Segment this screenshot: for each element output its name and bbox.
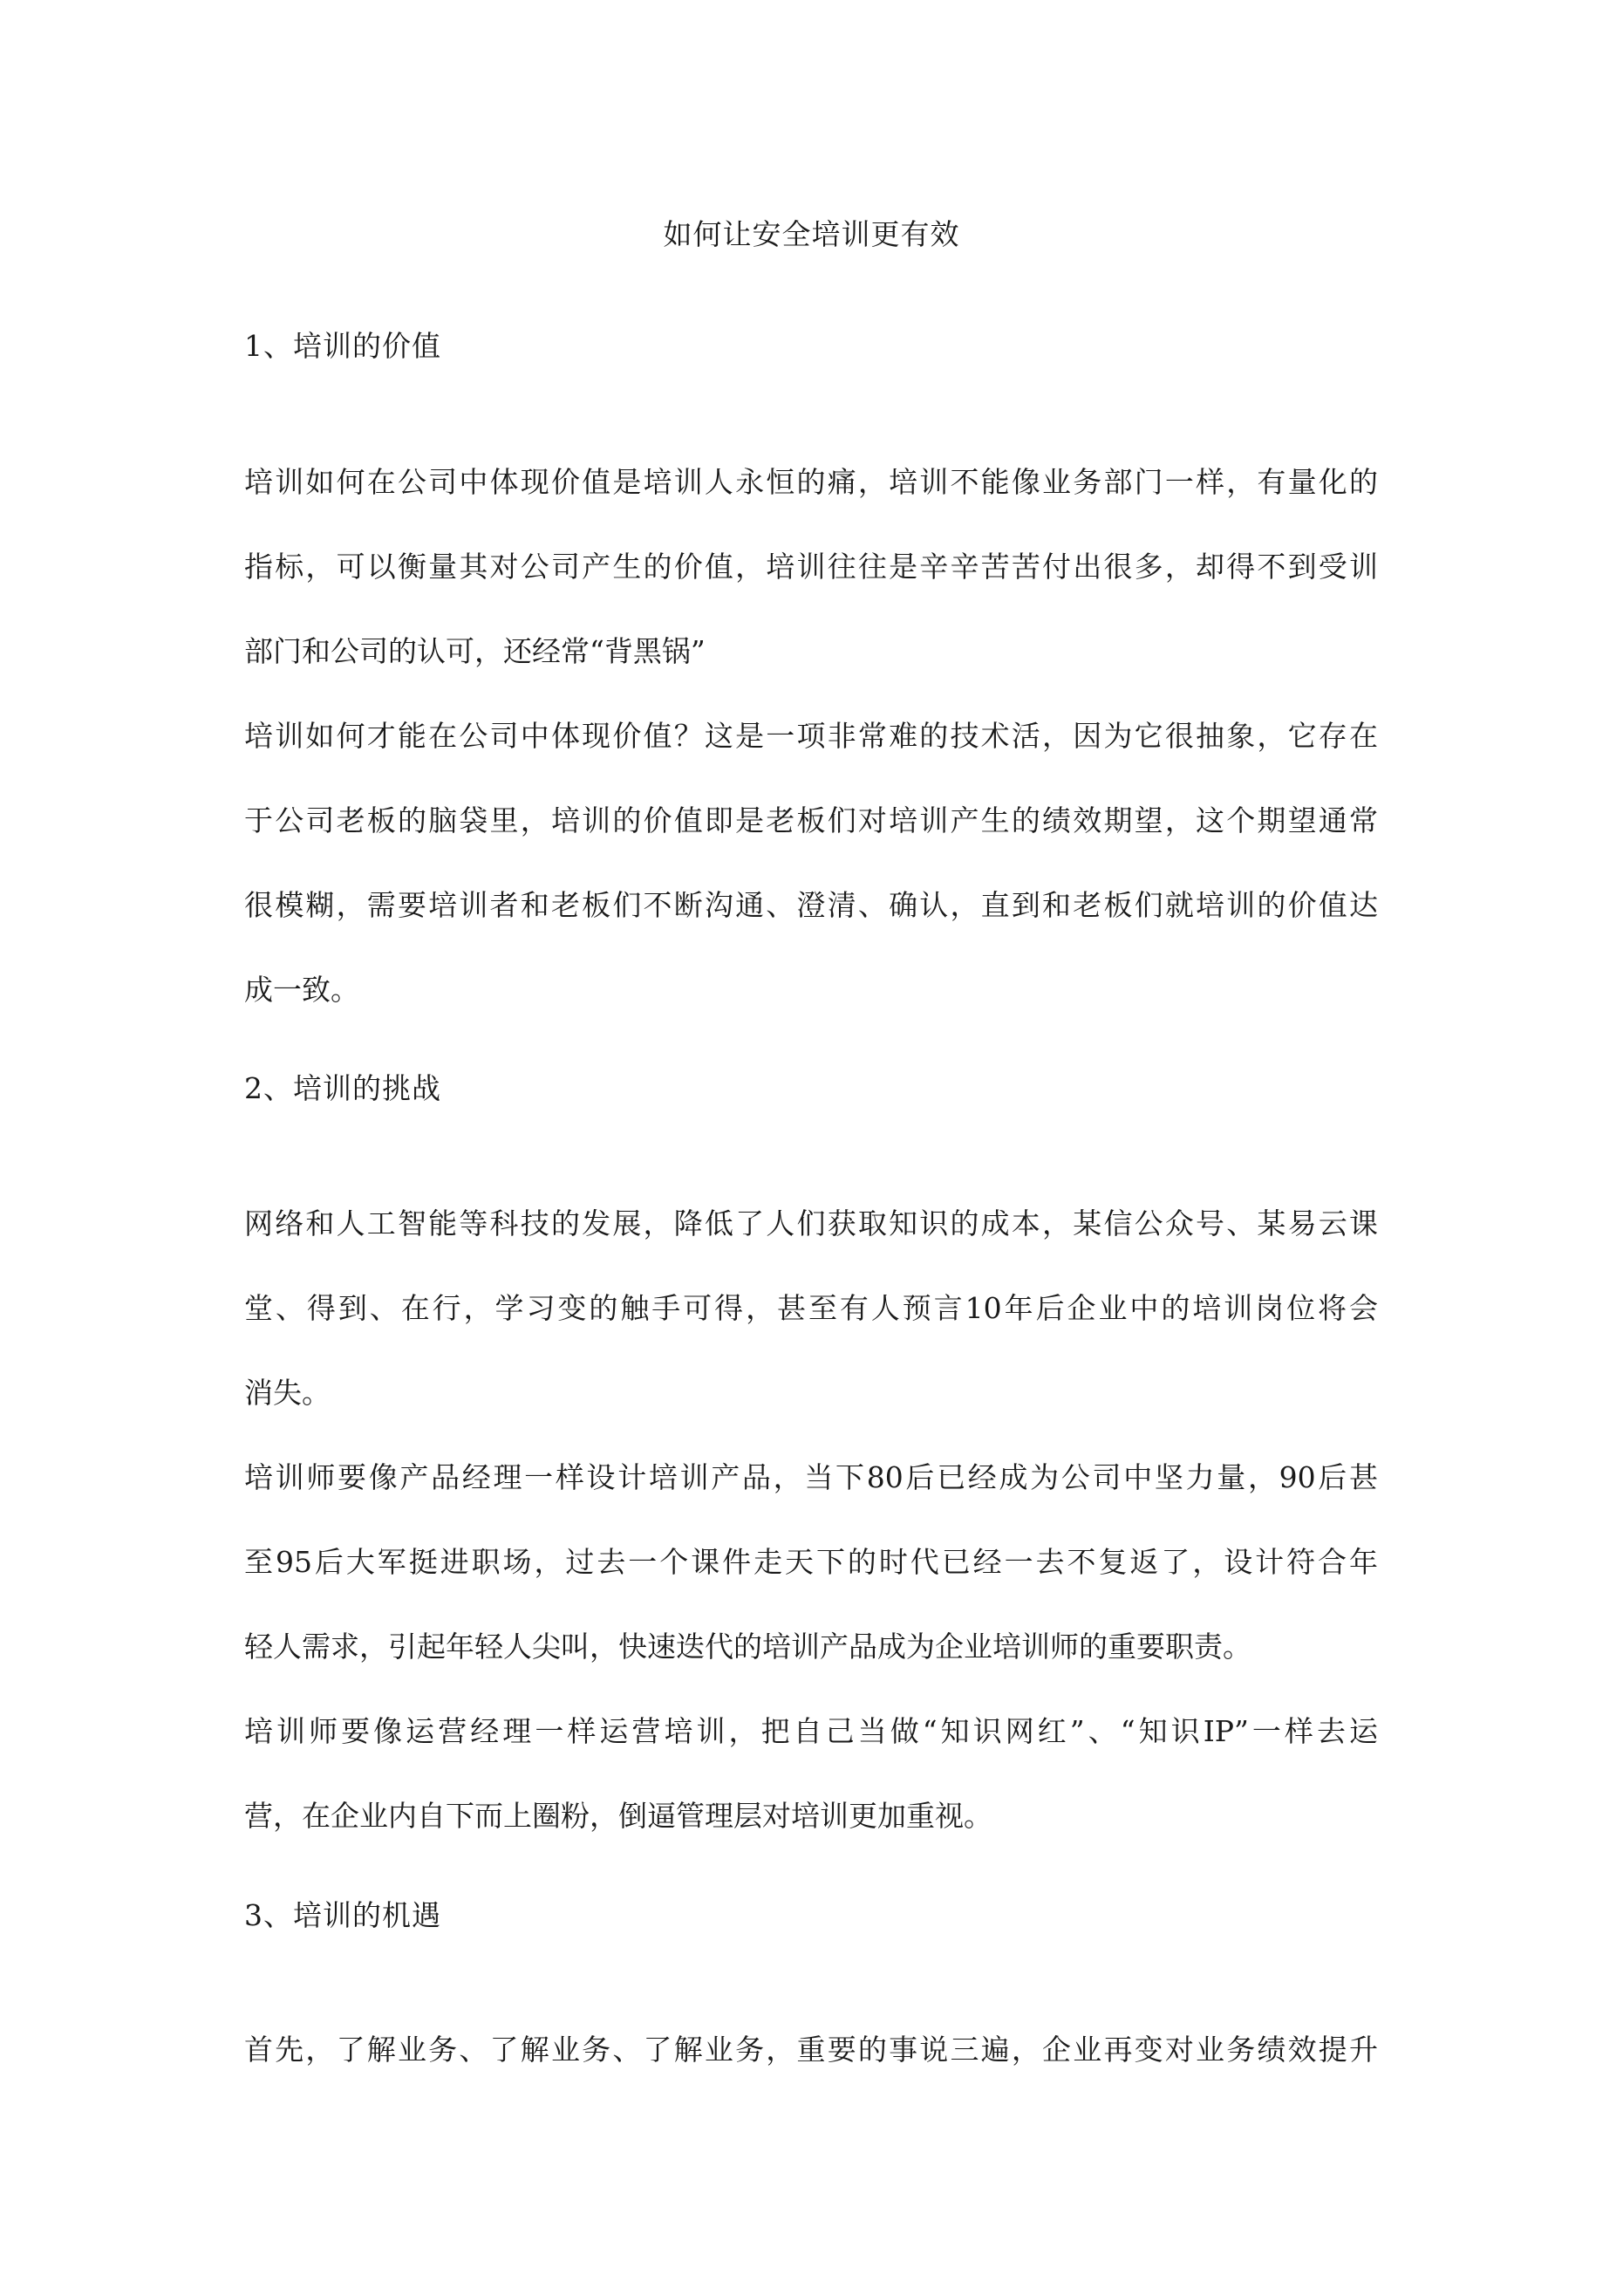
paragraph-line: 至95后大军挺进职场，过去一个课件走天下的时代已经一去不复返了，设计符合年 xyxy=(244,1545,1378,1579)
paragraph-line: 培训师要像运营经理一样运营培训，把自己当做“知识网红”、“知识IP”一样去运 xyxy=(244,1714,1378,1748)
paragraph-line: 成一致。 xyxy=(244,973,359,1007)
section-heading: 1、培训的价值 xyxy=(244,329,441,363)
paragraph-line: 培训如何才能在公司中体现价值？这是一项非常难的技术活，因为它很抽象，它存在 xyxy=(244,719,1378,753)
paragraph-line: 指标，可以衡量其对公司产生的价值，培训往往是辛辛苦苦付出很多，却得不到受训 xyxy=(244,550,1378,584)
paragraph-line: 网络和人工智能等科技的发展，降低了人们获取知识的成本，某信公众号、某易云课 xyxy=(244,1206,1378,1240)
document-title: 如何让安全培训更有效 xyxy=(663,217,960,251)
section-heading: 3、培训的机遇 xyxy=(244,1898,441,1932)
paragraph-line: 消失。 xyxy=(244,1376,331,1410)
paragraph-line: 部门和公司的认可，还经常“背黑锅” xyxy=(244,634,706,668)
paragraph-line: 培训师要像产品经理一样设计培训产品，当下80后已经成为公司中坚力量，90后甚 xyxy=(244,1460,1378,1494)
paragraph-line: 很模糊，需要培训者和老板们不断沟通、澄清、确认，直到和老板们就培训的价值达 xyxy=(244,888,1378,922)
paragraph-line: 堂、得到、在行，学习变的触手可得，甚至有人预言10年后企业中的培训岗位将会 xyxy=(244,1291,1378,1325)
paragraph-line: 培训如何在公司中体现价值是培训人永恒的痛，培训不能像业务部门一样，有量化的 xyxy=(244,465,1378,499)
paragraph-line: 首先，了解业务、了解业务、了解业务，重要的事说三遍，企业再变对业务绩效提升 xyxy=(244,2033,1378,2067)
paragraph-line: 轻人需求，引起年轻人尖叫，快速迭代的培训产品成为企业培训师的重要职责。 xyxy=(244,1630,1251,1664)
paragraph-line: 于公司老板的脑袋里，培训的价值即是老板们对培训产生的绩效期望，这个期望通常 xyxy=(244,803,1378,837)
section-heading: 2、培训的挑战 xyxy=(244,1071,441,1105)
paragraph-line: 营，在企业内自下而上圈粉，倒逼管理层对培训更加重视。 xyxy=(244,1799,992,1833)
